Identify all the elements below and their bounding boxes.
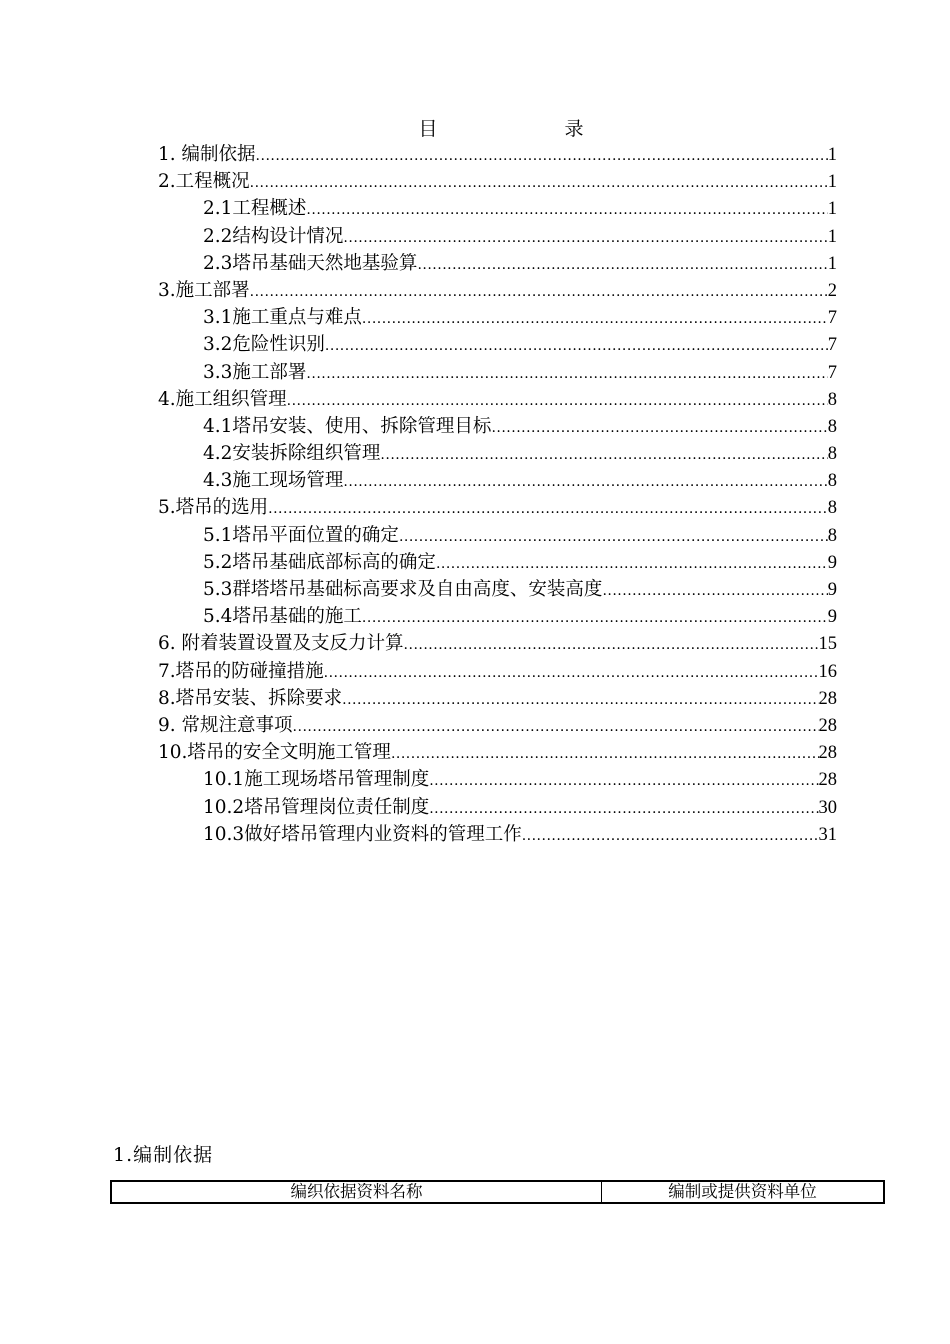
- toc-entry[interactable]: [158, 413, 837, 440]
- toc-entry-title: 4.施工组织管理: [158, 388, 287, 410]
- toc-entry[interactable]: [158, 467, 837, 494]
- table-header-name: 编织依据资料名称: [112, 1182, 602, 1202]
- toc-leader-dots: [325, 333, 828, 360]
- section-heading: 1.编制依据: [113, 1144, 214, 1166]
- toc-leader-dots: [417, 252, 827, 279]
- toc-leader-dots: [429, 796, 818, 823]
- toc-entry[interactable]: [158, 739, 837, 766]
- toc-leader-dots: [324, 660, 819, 687]
- toc-leader-dots: [399, 524, 828, 551]
- toc-title: 目 录: [418, 118, 638, 140]
- toc-leader-dots: [256, 143, 828, 170]
- toc-entry-page: 8: [827, 471, 837, 492]
- toc-entry-title: 5.4塔吊基础的施工: [203, 606, 362, 628]
- toc-entry-page: 7: [827, 335, 837, 356]
- toc-entry-title: 5.3群塔塔吊基础标高要求及自由高度、安装高度: [203, 579, 603, 600]
- toc-leader-dots: [429, 768, 818, 795]
- toc-entry-page: 7: [827, 362, 837, 383]
- toc-leader-dots: [522, 823, 819, 850]
- toc-leader-dots: [268, 496, 828, 523]
- toc-entry-title: 10.1施工现场塔吊管理制度: [203, 769, 430, 791]
- toc-entry[interactable]: [158, 576, 837, 603]
- table-header-unit: 编制或提供资料单位: [668, 1182, 817, 1201]
- toc-entry-page: 9: [827, 580, 837, 600]
- toc-entry-page: 8: [827, 525, 837, 546]
- toc-entry-title: 4.1塔吊安装、使用、拆除管理目标: [203, 415, 492, 437]
- toc-entry-page: 16: [818, 661, 837, 682]
- toc-entry-title: 3.3施工部署: [203, 361, 307, 383]
- toc-entry[interactable]: [158, 440, 837, 467]
- toc-leader-dots: [362, 605, 828, 632]
- toc-entry-title: 7.塔吊的防碰撞措施: [158, 660, 324, 682]
- toc-leader-dots: [287, 388, 828, 415]
- toc-entry-page: 28: [818, 770, 837, 791]
- toc-leader-dots: [250, 170, 828, 197]
- toc-entry-page: 1: [827, 172, 837, 193]
- toc-entry-page: 1: [827, 199, 837, 220]
- toc-leader-dots: [436, 551, 828, 578]
- toc-entry-page: 7: [827, 308, 837, 329]
- toc-entry-title: 2.工程概况: [158, 171, 250, 193]
- basis-table: [110, 1180, 885, 1204]
- toc-entry[interactable]: [158, 603, 837, 630]
- toc-entry[interactable]: [158, 766, 837, 793]
- toc-entry[interactable]: [158, 549, 837, 576]
- toc-entry-page: 8: [827, 444, 837, 465]
- toc-entry-page: 8: [827, 498, 837, 519]
- toc-entry-title: 5.2塔吊基础底部标高的确定: [203, 551, 436, 573]
- toc-entry[interactable]: [158, 386, 837, 413]
- toc-leader-dots: [343, 225, 827, 252]
- toc-leader-dots: [343, 469, 827, 496]
- toc-entry-page: 9: [827, 607, 837, 628]
- toc-entry-title: 4.2安装拆除组织管理: [203, 443, 381, 465]
- toc-entry[interactable]: [158, 168, 837, 195]
- toc-entry[interactable]: [158, 277, 837, 304]
- toc-entry-title: 4.3施工现场管理: [203, 470, 344, 492]
- toc-entry[interactable]: [158, 658, 837, 685]
- toc-entry-title: 5.塔吊的选用: [158, 497, 269, 519]
- toc-entry-page: 28: [818, 688, 837, 709]
- toc-entry[interactable]: [158, 494, 837, 521]
- toc-entry-title: 5.1塔吊平面位置的确定: [203, 524, 399, 546]
- toc-entry-title: 10.2塔吊管理岗位责任制度: [203, 796, 430, 818]
- toc-entry-title: 3.2危险性识别: [203, 334, 325, 356]
- toc-entry-page: 8: [827, 416, 837, 437]
- toc-entry-title: 10.3做好塔吊管理内业资料的管理工作: [203, 823, 522, 845]
- table-of-contents: [158, 141, 837, 848]
- toc-entry-title: 6. 附着装置设置及支反力计算: [158, 633, 404, 655]
- toc-leader-dots: [380, 442, 827, 469]
- toc-entry[interactable]: [158, 250, 837, 277]
- toc-entry-page: 31: [818, 824, 837, 845]
- toc-leader-dots: [306, 361, 827, 388]
- toc-entry-page: 28: [818, 743, 837, 764]
- toc-entry-title: 2.3塔吊基础天然地基验算: [203, 252, 418, 274]
- toc-entry-page: 9: [827, 552, 837, 573]
- toc-entry-page: 1: [827, 145, 837, 165]
- toc-entry[interactable]: [158, 331, 837, 358]
- toc-leader-dots: [362, 306, 828, 333]
- toc-entry[interactable]: [158, 195, 837, 222]
- toc-entry[interactable]: [158, 630, 837, 657]
- toc-entry-page: 1: [827, 253, 837, 274]
- toc-entry-title: 3.1施工重点与难点: [203, 307, 362, 329]
- toc-entry-page: 15: [818, 634, 837, 655]
- toc-leader-dots: [491, 415, 827, 442]
- toc-entry-title: 9. 常规注意事项: [158, 714, 293, 736]
- toc-leader-dots: [404, 632, 819, 659]
- toc-entry[interactable]: [158, 821, 837, 848]
- toc-leader-dots: [602, 578, 827, 605]
- toc-entry[interactable]: [158, 304, 837, 331]
- toc-entry[interactable]: [158, 712, 837, 739]
- toc-entry-title: 1. 编制依据: [158, 144, 256, 165]
- toc-leader-dots: [306, 197, 827, 224]
- toc-leader-dots: [342, 687, 818, 714]
- toc-leader-dots: [250, 279, 828, 306]
- toc-entry-title: 3.施工部署: [158, 279, 250, 301]
- toc-entry-title: 2.1工程概述: [203, 198, 307, 220]
- toc-entry-page: 8: [827, 389, 837, 410]
- toc-entry-title: 2.2结构设计情况: [203, 225, 344, 247]
- toc-entry[interactable]: [158, 522, 837, 549]
- toc-entry-page: 1: [827, 226, 837, 247]
- toc-entry-title: 8.塔吊安装、拆除要求: [158, 687, 343, 709]
- toc-entry[interactable]: [158, 141, 837, 168]
- toc-entry[interactable]: [158, 223, 837, 250]
- toc-entry-title: 10.塔吊的安全文明施工管理: [158, 742, 391, 764]
- toc-leader-dots: [391, 741, 819, 768]
- toc-entry[interactable]: [158, 359, 837, 386]
- toc-entry[interactable]: [158, 794, 837, 821]
- toc-entry-page: 2: [827, 280, 837, 301]
- toc-entry-page: 28: [818, 715, 837, 736]
- toc-entry-page: 30: [818, 797, 837, 818]
- toc-entry[interactable]: [158, 685, 837, 712]
- toc-leader-dots: [293, 714, 819, 741]
